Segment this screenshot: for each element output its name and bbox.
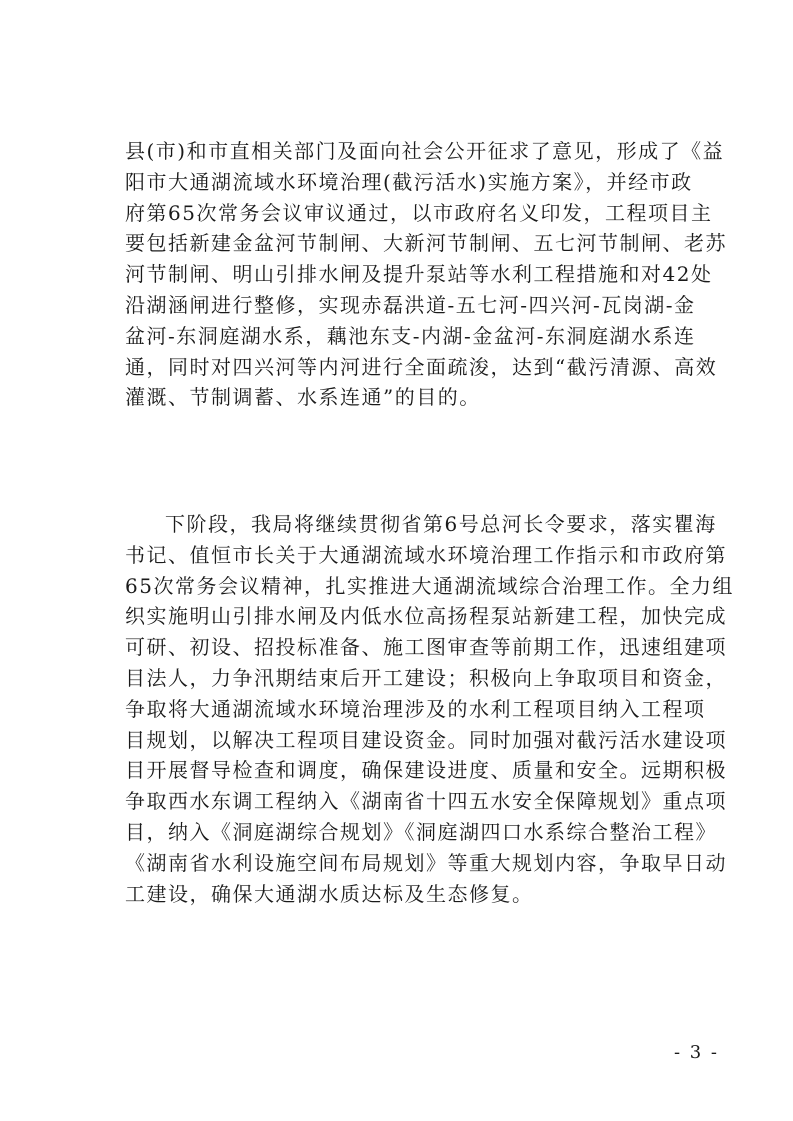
text-line: 争取西水东调工程纳入《湖南省十四五水安全保障规划》重点项 (125, 789, 727, 814)
text-line: 争取将大通湖流域水环境治理涉及的水利工程项目纳入工程项 (125, 696, 706, 721)
text-line: 阳市大通湖流域水环境治理(截污活水)实施方案》，并经市政 (125, 169, 693, 194)
text-line: 县(市)和市直相关部门及面向社会公开征求了意见，形成了《益 (125, 139, 725, 163)
text-line: 灌溉、节制调蓄、水系连通”的目的。 (125, 385, 481, 410)
text-line: 织实施明山引排水闸及内低水位高扬程泵站新建工程，加快完成 (125, 604, 727, 629)
text-line: 目，纳入《洞庭湖综合规划》《洞庭湖四口水系综合整治工程》 (125, 819, 717, 844)
page-number: - 3 - (673, 1042, 719, 1063)
text-line: 目法人，力争汛期结束后开工建设；积极向上争取项目和资金， (125, 665, 727, 690)
text-line: 要包括新建金盆河节制闸、大新河节制闸、五七河节制闸、老苏 (125, 231, 727, 256)
text-line: 下阶段，我局将继续贯彻省第6号总河长令要求，落实瞿海 (165, 512, 717, 536)
text-line: 盆河-东洞庭湖水系，藕池东支-内湖-金盆河-东洞庭湖水系连 (125, 323, 696, 348)
text-line: 府第65次常务会议审议通过，以市政府名义印发，工程项目主 (125, 200, 713, 225)
text-line: 河节制闸、明山引排水闸及提升泵站等水利工程措施和对42处 (125, 262, 713, 287)
text-line: 目规划，以解决工程项目建设资金。同时加强对截污活水建设项 (125, 727, 727, 752)
text-line: 通，同时对四兴河等内河进行全面疏浚，达到“截污清源、高效 (125, 354, 718, 379)
text-line: 可研、初设、招投标准备、施工图审查等前期工作，迅速组建项 (125, 635, 727, 660)
text-line: 65次常务会议精神，扎实推进大通湖流域综合治理工作。全力组 (125, 573, 734, 598)
paragraph-1 (125, 136, 727, 413)
text-line: 沿湖涵闸进行整修，实现赤磊洪道-五七河-四兴河-瓦岗湖-金 (125, 292, 696, 317)
text-line: 目开展督导检查和调度，确保建设进度、质量和安全。远期积极 (125, 758, 727, 783)
paragraph-2 (125, 509, 734, 909)
text-line: 书记、值恒市长关于大通湖流域水环境治理工作指示和市政府第 (125, 542, 727, 567)
text-line: 工建设，确保大通湖水质达标及生态修复。 (125, 881, 534, 906)
text-line: 《湖南省水利设施空间布局规划》等重大规划内容，争取早日动 (125, 850, 727, 875)
